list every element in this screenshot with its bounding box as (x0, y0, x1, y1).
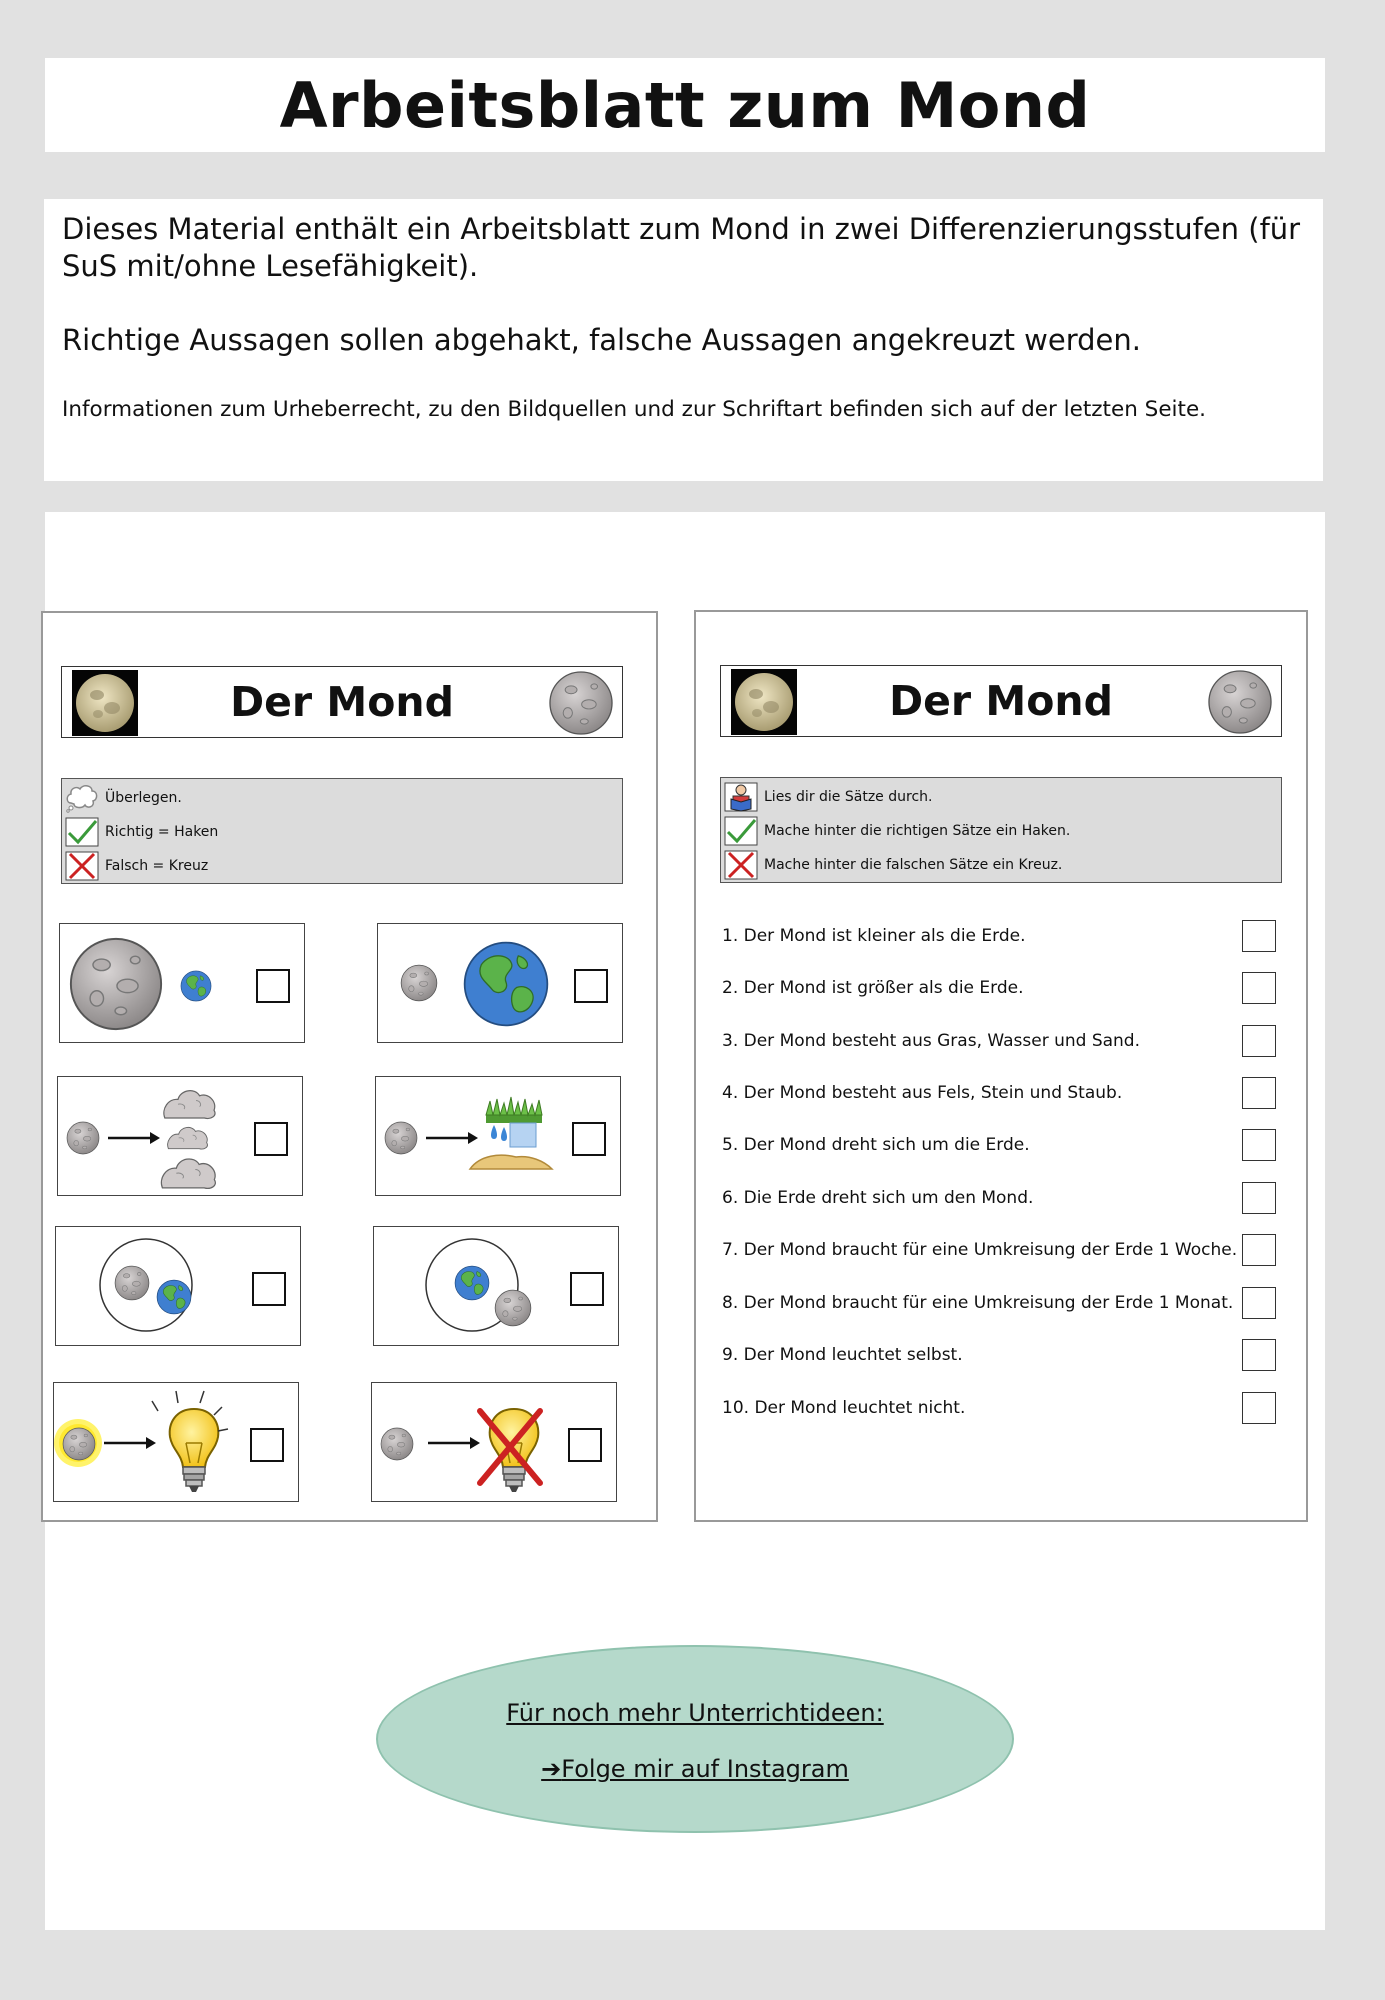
legend-text: Falsch = Kreuz (105, 858, 209, 874)
legend-text: Lies dir die Sätze durch. (764, 789, 933, 805)
full-moon-photo-icon (72, 670, 138, 736)
statement-text: 3. Der Mond besteht aus Gras, Wasser und Sand. (722, 1031, 1141, 1051)
sheet-title: Der Mond (889, 677, 1113, 725)
statement-text: 2. Der Mond ist größer als die Erde. (722, 978, 1024, 998)
instagram-link[interactable]: Folge mir auf Instagram (561, 1755, 849, 1783)
answer-checkbox[interactable] (250, 1428, 284, 1462)
answer-checkbox[interactable] (568, 1428, 602, 1462)
checkmark-icon (65, 817, 99, 847)
cross-icon (65, 851, 99, 881)
thought-bubble-icon (65, 783, 99, 813)
statement-checkbox[interactable] (1242, 972, 1276, 1004)
statement-text: 6. Die Erde dreht sich um den Mond. (722, 1188, 1034, 1208)
legend-text: Überlegen. (105, 790, 182, 806)
intro-paragraph-1: Dieses Material enthält ein Arbeitsblatt zum Mond in zwei Differenzierungsstufen (für SuS mit/ohne Lesefähigkeit). (62, 212, 1301, 283)
statement-checkbox[interactable] (1242, 1392, 1276, 1424)
statement-checkbox[interactable] (1242, 920, 1276, 952)
answer-checkbox[interactable] (254, 1122, 288, 1156)
sheet-header (61, 666, 623, 738)
statement-text: 1. Der Mond ist kleiner als die Erde. (722, 926, 1026, 946)
picture-card (377, 923, 623, 1043)
cta-line-2[interactable] (378, 1755, 1012, 1783)
answer-checkbox[interactable] (252, 1272, 286, 1306)
statement-checkbox[interactable] (1242, 1129, 1276, 1161)
statement-text: 10. Der Mond leuchtet nicht. (722, 1398, 966, 1418)
picture-card (373, 1226, 619, 1346)
reading-person-icon (724, 782, 758, 812)
picture-card (371, 1382, 617, 1502)
checkmark-icon (724, 816, 758, 846)
full-moon-photo-icon (731, 669, 797, 735)
statement-checkbox[interactable] (1242, 1025, 1276, 1057)
instagram-cta[interactable] (376, 1645, 1014, 1833)
legend-row (65, 851, 208, 881)
statement-checkbox[interactable] (1242, 1182, 1276, 1214)
statement-text: 4. Der Mond besteht aus Fels, Stein und Staub. (722, 1083, 1123, 1103)
statement-text: 5. Der Mond dreht sich um die Erde. (722, 1135, 1030, 1155)
picture-card (55, 1226, 301, 1346)
page-title: Arbeitsblatt zum Mond (279, 68, 1091, 142)
intro-paragraph-2: Richtige Aussagen sollen abgehakt, falsche Aussagen angekreuzt werden. (62, 323, 1141, 357)
answer-checkbox[interactable] (572, 1122, 606, 1156)
answer-checkbox[interactable] (570, 1272, 604, 1306)
statement-text: 8. Der Mond braucht für eine Umkreisung der Erde 1 Monat. (722, 1293, 1234, 1313)
picture-card (57, 1076, 303, 1196)
legend-text: Mache hinter die richtigen Sätze ein Haken. (764, 823, 1071, 839)
statement-checkbox[interactable] (1242, 1339, 1276, 1371)
statement-text: 7. Der Mond braucht für eine Umkreisung der Erde 1 Woche. (722, 1240, 1238, 1260)
worksheet-pictures (41, 611, 658, 1522)
cross-icon (724, 850, 758, 880)
legend-row (65, 783, 182, 813)
worksheet-statements (694, 610, 1308, 1522)
statement-checkbox[interactable] (1242, 1077, 1276, 1109)
title-panel (45, 58, 1325, 152)
sheet-title: Der Mond (230, 678, 454, 726)
statement-text: 9. Der Mond leuchtet selbst. (722, 1345, 963, 1365)
legend-row (65, 817, 218, 847)
arrow-right-icon: ➔ (541, 1755, 562, 1783)
statement-checkbox[interactable] (1242, 1287, 1276, 1319)
moon-icon (548, 670, 614, 736)
picture-card (53, 1382, 299, 1502)
instructions-legend (61, 778, 623, 884)
picture-card (375, 1076, 621, 1196)
legend-row (724, 782, 932, 812)
intro-panel (44, 199, 1323, 481)
answer-checkbox[interactable] (256, 969, 290, 1003)
legend-text: Mache hinter die falschen Sätze ein Kreuz. (764, 857, 1063, 873)
legend-text: Richtig = Haken (105, 824, 219, 840)
intro-paragraph-3: Informationen zum Urheberrecht, zu den Bildquellen und zur Schriftart befinden sich auf der letzten Seite. (62, 397, 1207, 422)
cta-line-1[interactable]: Für noch mehr Unterrichtideen: (506, 1699, 884, 1727)
statement-checkbox[interactable] (1242, 1234, 1276, 1266)
moon-icon (1207, 669, 1273, 735)
legend-row (724, 816, 1070, 846)
sheet-header (720, 665, 1282, 737)
legend-row (724, 850, 1062, 880)
instructions-legend (720, 777, 1282, 883)
picture-card (59, 923, 305, 1043)
answer-checkbox[interactable] (574, 969, 608, 1003)
